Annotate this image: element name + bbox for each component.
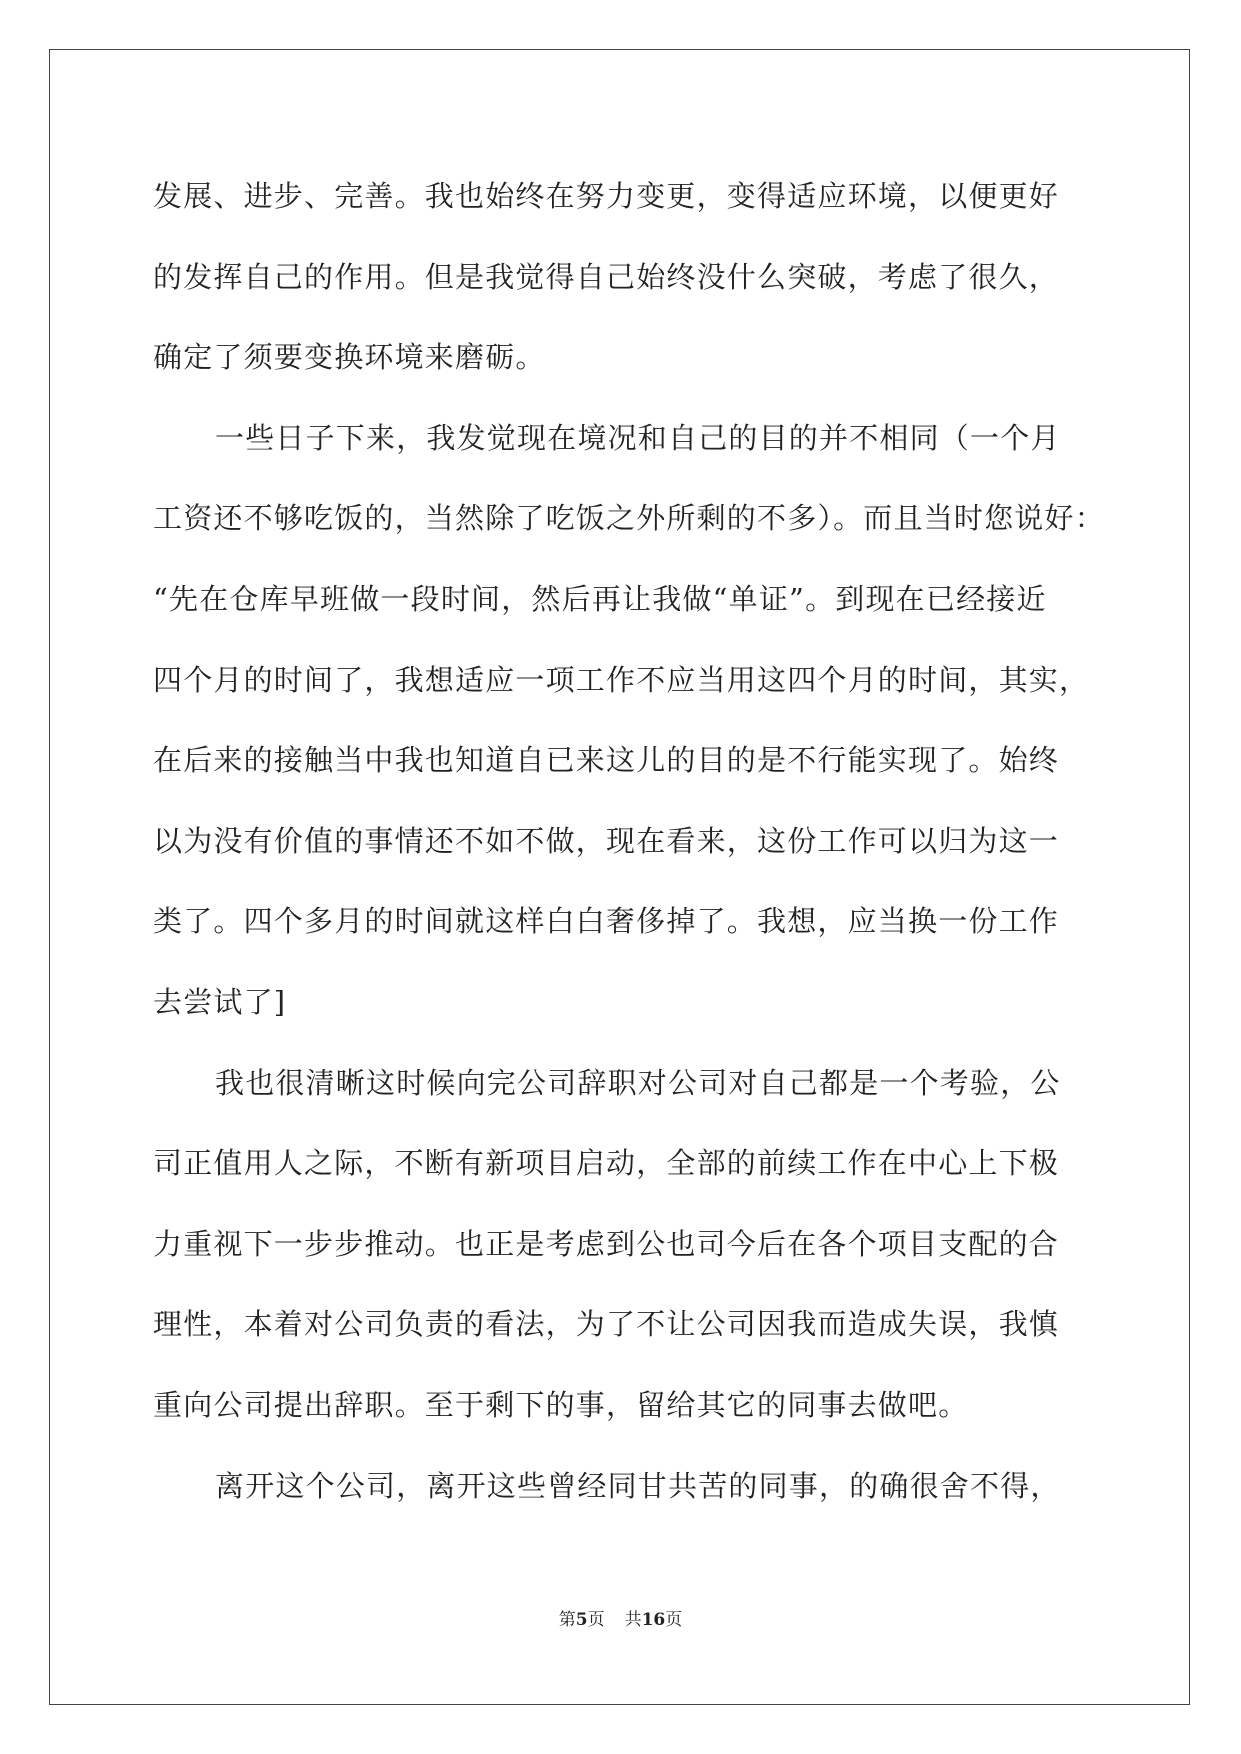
text-line-5: 工资还不够吃饭的，当然除了吃饭之外所剩的不多）。而且当时您说好： xyxy=(153,501,1105,536)
text-line-14: 力重视下一步步推动。也正是考虑到公也司今后在各个项目支配的合 xyxy=(153,1226,1060,1261)
total-prefix: 共 xyxy=(624,1610,642,1630)
page-unit: 页 xyxy=(587,1610,605,1630)
text-line-10: 类了。四个多月的时间就这样白白奢侈掉了。我想，应当换一份工作 xyxy=(153,904,1060,939)
text-line-2: 的发挥自己的作用。但是我觉得自己始终没什么突破，考虑了很久， xyxy=(153,259,1060,294)
text-line-11: 去尝试了] xyxy=(153,984,287,1019)
total-unit: 页 xyxy=(665,1610,683,1630)
text-line-15: 理性，本着对公司负责的看法，为了不让公司因我而造成失误，我慎 xyxy=(153,1307,1060,1342)
text-line-4: 一些日子下来，我发觉现在境况和自己的目的并不相同（一个月 xyxy=(215,420,1061,455)
text-line-13: 司正值用人之际，不断有新项目启动，全部的前续工作在中心上下极 xyxy=(153,1146,1060,1181)
page-prefix: 第 xyxy=(558,1610,576,1630)
current-page-number: 5 xyxy=(575,1610,588,1630)
text-line-16: 重向公司提出辞职。至于剩下的事，留给其它的同事去做吧。 xyxy=(153,1387,969,1422)
text-line-17: 离开这个公司，离开这些曾经同甘共苦的同事，的确很舍不得， xyxy=(215,1468,1061,1503)
text-line-3: 确定了须要变换环境来磨砺。 xyxy=(153,340,546,375)
text-line-12: 我也很清晰这时候向完公司辞职对公司对自己都是一个考验，公 xyxy=(215,1065,1061,1100)
text-line-9: 以为没有价值的事情还不如不做，现在看来，这份工作可以归为这一 xyxy=(153,823,1060,858)
document-body xyxy=(153,156,1103,1526)
text-line-8: 在后来的接触当中我也知道自已来这儿的目的是不行能实现了。始终 xyxy=(153,743,1060,778)
text-line-6: “先在仓库早班做一段时间，然后再让我做“单证”。到现在已经接近 xyxy=(153,581,1047,616)
text-line-7: 四个月的时间了，我想适应一项工作不应当用这四个月的时间，其实， xyxy=(153,662,1090,697)
text-line-1: 发展、进步、完善。我也始终在努力变更，变得适应环境，以便更好 xyxy=(153,179,1060,213)
total-page-number: 16 xyxy=(641,1610,666,1630)
page-footer xyxy=(0,1608,1241,1632)
